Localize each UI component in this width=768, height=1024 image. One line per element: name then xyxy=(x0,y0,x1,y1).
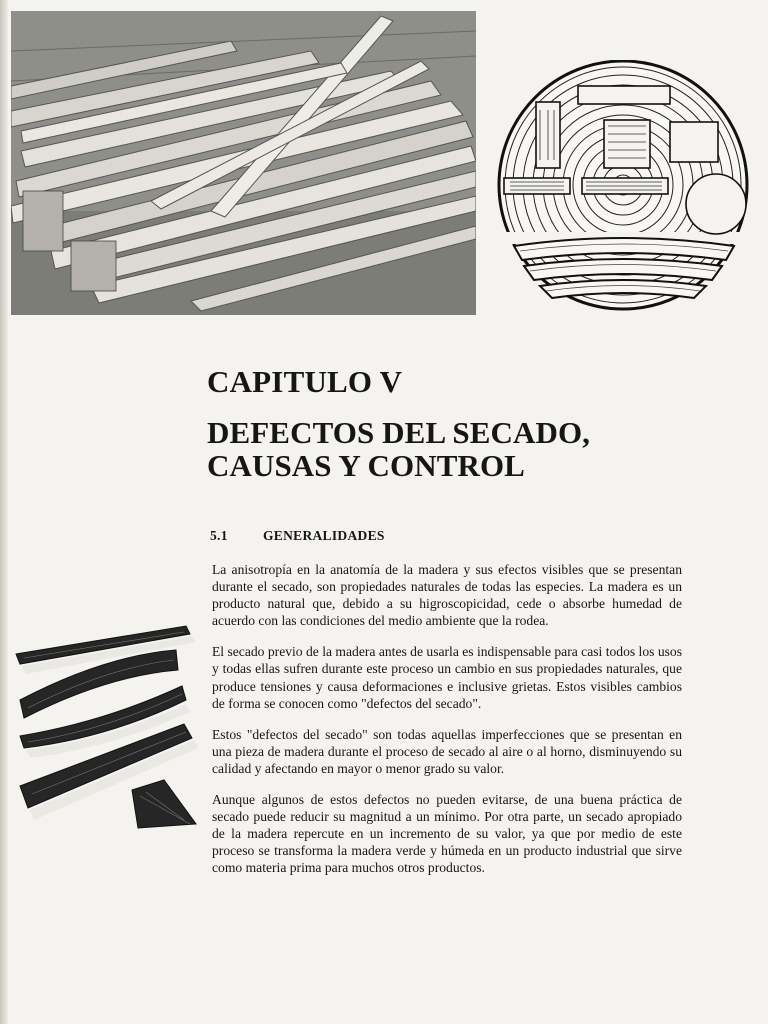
chapter-title-line-1: DEFECTOS DEL SECADO, xyxy=(207,415,591,450)
warped-boards-illustration xyxy=(14,620,204,835)
chapter-title-line-2: CAUSAS Y CONTROL xyxy=(207,448,525,483)
section-heading xyxy=(210,528,385,544)
paragraph: El secado previo de la madera antes de usarla es indispensable para casi todos los usos y todas ellas sufren durante este proceso un cambio en sus propiedades naturales, que produce tensiones y causa deformaciones e inclusive grietas. Estos visibles cambios de forma se conocen como "defectos del secado". xyxy=(212,644,682,711)
chapter-title xyxy=(207,416,677,482)
body-text xyxy=(212,561,682,891)
paragraph: Aunque algunos de estos defectos no pueden evitarse, de una buena práctica de secado puede reducir su magnitud a un mínimo. Por otra parte, un secado apropiado de la madera repercute en un incremento de su valor, ya que por medio de este proceso se transforma la madera verde y húmeda en un producto industrial que sirve como materia prima para muchos otros productos. xyxy=(212,792,682,876)
section-number: 5.1 xyxy=(210,528,228,543)
lumber-stack-photo xyxy=(11,11,476,315)
page-binding-edge xyxy=(0,0,8,1024)
log-cross-section-illustration xyxy=(490,60,760,320)
chapter-label: CAPITULO V xyxy=(207,364,403,399)
section-title: GENERALIDADES xyxy=(263,528,385,543)
paragraph: Estos "defectos del secado" son todas aquellas imperfecciones que se presentan en una pieza de madera durante el proceso de secado al aire o al horno, disminuyendo su calidad y afectando en mayor o menor grado su valor. xyxy=(212,726,682,776)
paragraph: La anisotropía en la anatomía de la madera y sus efectos visibles que se presentan durante el secado, son propiedades naturales de todas las especies. La madera es un producto natural que, debido a su higroscopicidad, cede o absorbe humedad de acuerdo con las condiciones del medio ambiente que la rodea. xyxy=(212,562,682,629)
